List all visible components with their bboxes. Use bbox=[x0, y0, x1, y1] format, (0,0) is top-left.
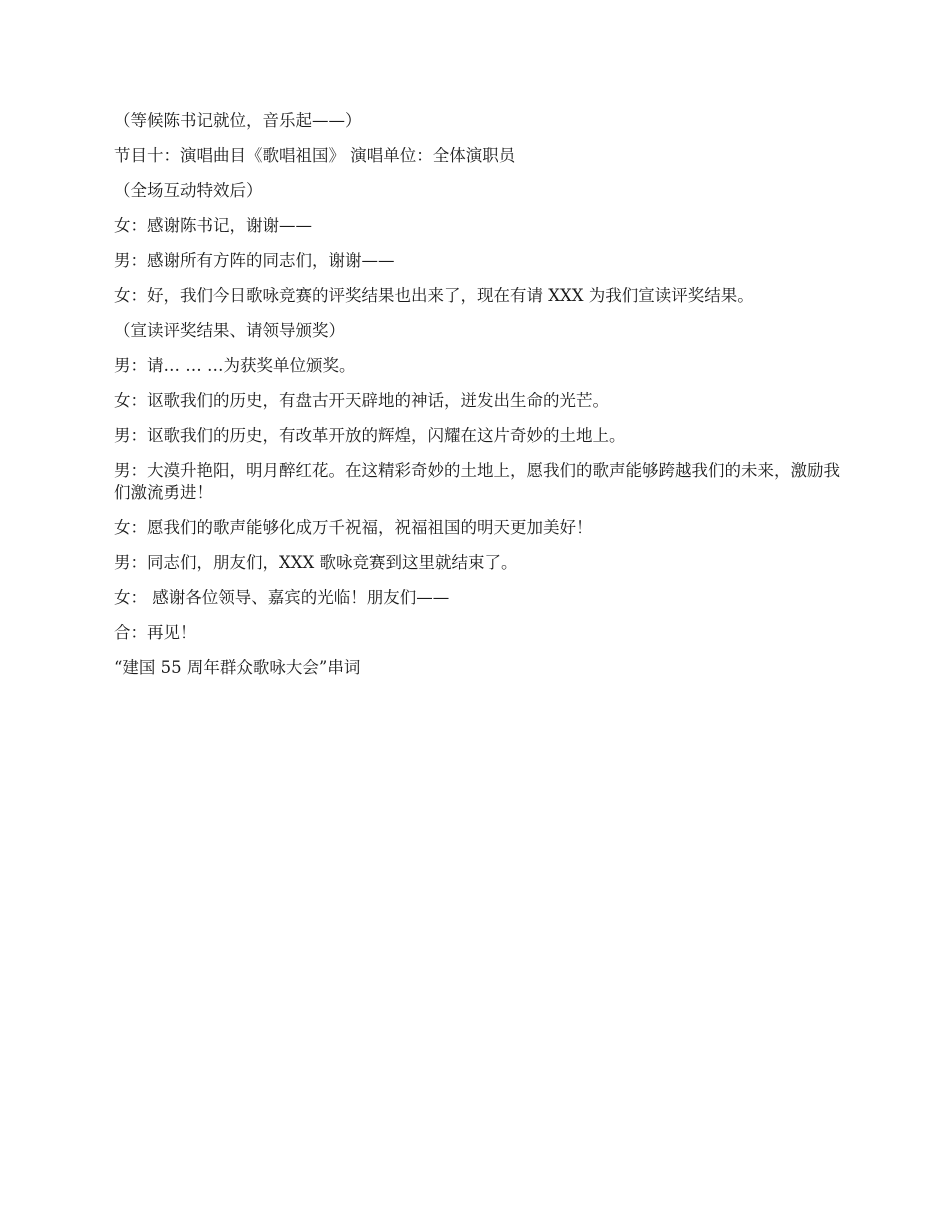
paragraph-program-ten: 节目十：演唱曲目《歌唱祖国》 演唱单位：全体演职员 bbox=[114, 146, 516, 165]
paragraph-female-history-myth: 女：讴歌我们的历史，有盘古开天辟地的神话，迸发出生命的光芒。 bbox=[114, 391, 609, 410]
paragraph-stage-direction-awards: （宣读评奖结果、请领导颁奖） bbox=[114, 321, 345, 340]
paragraph-stage-direction-waiting: （等候陈书记就位，音乐起——） bbox=[114, 111, 362, 130]
paragraph-male-award-presenter: 男：请… … …为获奖单位颁奖。 bbox=[114, 356, 356, 375]
paragraph-male-closing: 男：同志们，朋友们，XXX 歌咏竞赛到这里就结束了。 bbox=[114, 553, 518, 572]
document-body bbox=[114, 110, 844, 692]
paragraph-male-thanks-comrades: 男：感谢所有方阵的同志们，谢谢—— bbox=[114, 251, 395, 270]
paragraph-female-blessing: 女：愿我们的歌声能够化成万千祝福，祝福祖国的明天更加美好！ bbox=[114, 518, 593, 537]
paragraph-female-thanks-secretary: 女：感谢陈书记，谢谢—— bbox=[114, 216, 312, 235]
paragraph-male-desert-sun: 男：大漠升艳阳，明月醉红花。在这精彩奇妙的土地上，愿我们的歌声能够跨越我们的未来，激励我们激流勇进！ bbox=[114, 461, 840, 502]
paragraph-male-history-reform: 男：讴歌我们的历史，有改革开放的辉煌，闪耀在这片奇妙的土地上。 bbox=[114, 426, 626, 445]
paragraph-document-title: “建国 55 周年群众歌咏大会”串词 bbox=[114, 658, 361, 677]
paragraph-together-goodbye: 合：再见！ bbox=[114, 623, 197, 642]
paragraph-female-thanks-guests: 女： 感谢各位领导、嘉宾的光临！朋友们—— bbox=[114, 588, 450, 607]
paragraph-stage-direction-interaction: （全场互动特效后） bbox=[114, 181, 263, 200]
paragraph-female-results-announce: 女：好，我们今日歌咏竞赛的评奖结果也出来了，现在有请 XXX 为我们宣读评奖结果。 bbox=[114, 286, 754, 305]
